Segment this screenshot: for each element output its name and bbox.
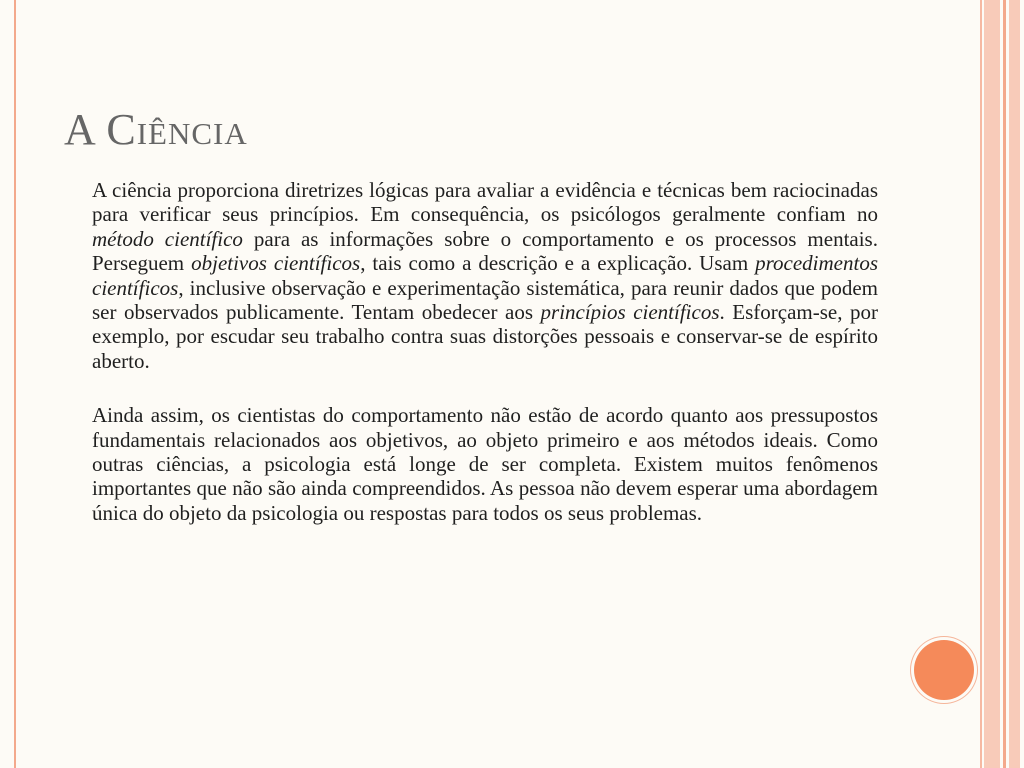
emphasis-term: método científico	[92, 226, 243, 251]
emphasis-term: objetivos científicos	[191, 251, 361, 276]
text-segment: . Esforçam-se, por exemplo, por escudar seu trabalho contra suas distorções pessoais e conservar-se de espírito aberto.	[92, 300, 878, 373]
decorative-stripe	[1009, 0, 1020, 768]
decorative-stripe	[980, 0, 982, 768]
left-border-line	[14, 0, 16, 768]
paragraph-disagreement: Ainda assim, os cientistas do comportamento não estão de acordo quanto aos pressupostos fundamentais relacionados aos objetivos, ao objeto primeiro e aos métodos ideais. Como outras ciências, a psicologia está longe de ser completa. Existem muitos fenômenos importantes que não são ainda compreendidos. As pessoa não devem esperar uma abordagem única do objeto da psicologia ou respostas para todos os seus problemas.	[92, 403, 878, 525]
text-segment: para as informações sobre o comportamento e os processos mentais. Perseguem	[92, 226, 878, 276]
orange-circle-decoration	[914, 640, 974, 700]
paragraph-science	[92, 178, 878, 373]
decorative-stripe	[1003, 0, 1006, 768]
slide-title: A Ciência	[64, 105, 248, 154]
decorative-side-band	[976, 0, 1024, 768]
slide-body	[92, 178, 878, 525]
emphasis-term: procedimentos científicos	[92, 251, 878, 300]
text-segment: A ciência proporciona diretrizes lógicas para avaliar a evidência e técnicas bem raciocinadas para verificar seus princípios. Em consequência, os psicólogos geralmente confiam no	[92, 178, 878, 227]
text-segment: , inclusive observação e experimentação sistemática, para reunir dados que podem ser observados publicamente. Tentam obedecer aos	[92, 275, 878, 325]
decorative-stripe	[984, 0, 1000, 768]
text-segment: , tais como a descrição e a explicação. Usam	[360, 251, 756, 276]
emphasis-term: princípios científicos	[540, 300, 720, 325]
